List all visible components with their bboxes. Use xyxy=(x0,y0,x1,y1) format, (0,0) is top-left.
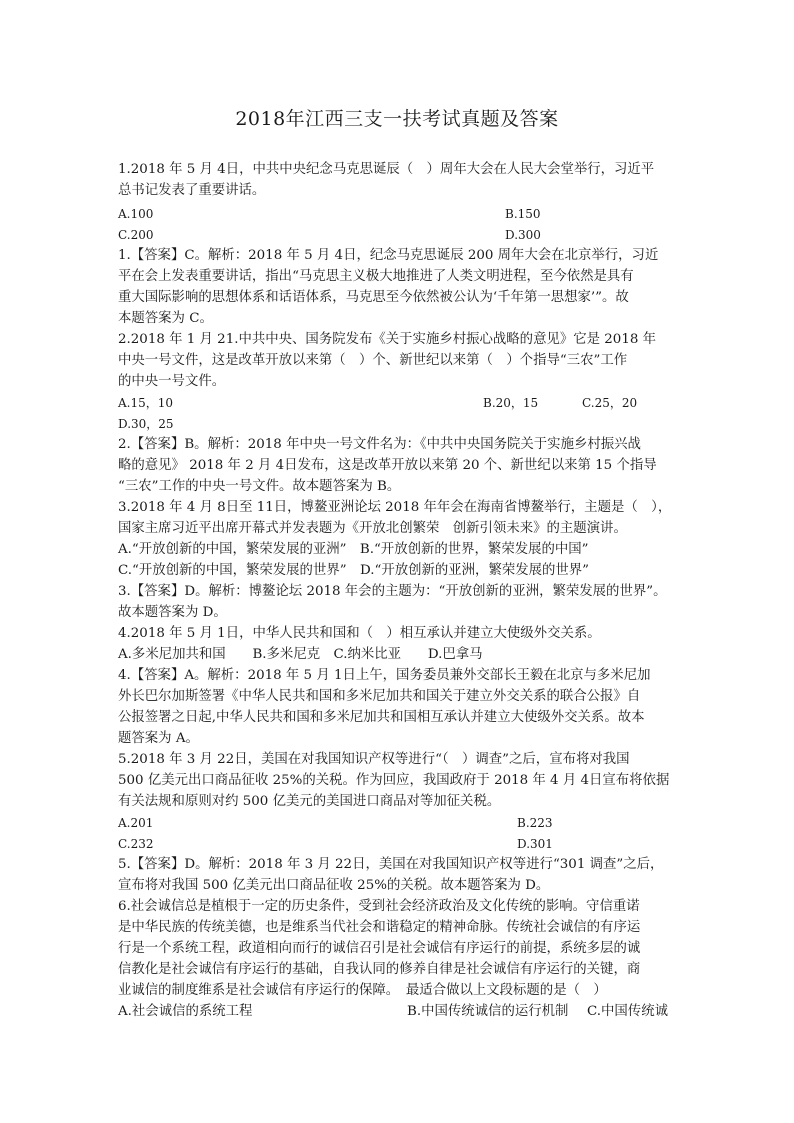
q5-option-c: C.232 xyxy=(118,837,154,851)
q6-stem-line: 6.社会诚信总是植根于一定的历史条件，受到社会经济政治及文化传统的影响。守信重诺 xyxy=(118,899,640,914)
q3-options-line: A.“开放创新的中国，繁荣发展的亚洲” B.“开放创新的世界，繁荣发展的中国” xyxy=(118,542,589,557)
q6-stem-line: 行是一个系统工程，政道相向而行的诚信召引是社会诚信有序运行的前提，系统多层的诚 xyxy=(118,941,641,956)
q1-option-c: C.200 xyxy=(118,228,154,242)
q1-option-b: B.150 xyxy=(505,207,541,221)
q2-option-d: D.30，25 xyxy=(118,417,174,431)
q5-answer-line: 5.【答案】D。解析：2018 年 3 月 22日，美国在对我国知识产权等进行“301 调查”之后， xyxy=(118,857,664,872)
q6-stem-line: 业诚信的制度维系是社会诚信有序运行的保障。 最适合做以上文段标题的是（ ） xyxy=(118,983,607,998)
document-title: 2018年江西三支一扶考试真题及答案 xyxy=(235,108,559,130)
q5-stem-line: 有关法规和原则对约 500 亿美元的美国进口商品对等加征关税。 xyxy=(118,794,501,809)
q3-answer-line: 3.【答案】D。解析：博鳌论坛 2018 年会的主题为：“开放创新的亚洲，繁荣发展的世界”。 xyxy=(118,584,667,599)
q1-answer-line: 平在会上发表重要讲话，指出“马克思主义极大地推进了人类文明进程，至今依然是具有 xyxy=(118,269,634,284)
q6-option-b: B.中国传统诚信的运行机制 xyxy=(407,1004,569,1019)
q2-option-b: B.20，15 xyxy=(483,396,539,410)
q1-option-a: A.100 xyxy=(118,207,154,221)
q4-answer-line: 4.【答案】A。解析：2018 年 5 月 1日上午，国务委员兼外交部长王毅在北京与多米尼加 xyxy=(118,668,651,683)
q5-option-b: B.223 xyxy=(517,816,553,830)
q4-answer-line: 外长巴尔加斯签署《中华人民共和国和多米尼加共和国关于建立外交关系的联合公报》自 xyxy=(118,689,641,704)
q2-option-c: C.25，20 xyxy=(582,396,638,410)
q5-answer-line: 宣布将对我国 500 亿美元出口商品征收 25%的关税。故本题答案为 D。 xyxy=(118,878,550,893)
q2-stem-line: 2.2018 年 1 月 21.中共中央、国务院发布《关于实施乡村振心战略的意见》它是 2018 年 xyxy=(118,332,657,347)
q4-answer-line: 题答案为 A。 xyxy=(118,731,199,746)
q2-answer-line: 略的意见》 2018 年 2 月 4日发布，这是改革开放以来第 20 个、新世纪以来第 15 个指导 xyxy=(118,458,657,473)
q1-stem-line: 1.2018 年 5 月 4日，中共中央纪念马克思诞辰（ ）周年大会在人民大会堂举行，习近平 xyxy=(118,162,655,177)
q2-stem-line: 的中央一号文件。 xyxy=(118,374,226,389)
q5-option-d: D.301 xyxy=(517,837,553,851)
q1-answer-line: 重大国际影响的思想体系和话语体系，马克思至今依然被公认为‘千年第一思想家’”。故 xyxy=(118,290,629,305)
q2-answer-line: 2.【答案】B。解析：2018 年中央一号文件名为：《中共中央国务院关于实施乡村振兴战 xyxy=(118,437,641,452)
q6-option-a: A.社会诚信的系统工程 xyxy=(118,1004,253,1019)
q4-stem-line: 4.2018 年 5 月 1日，中华人民共和国和（ ）相互承认并建立大使级外交关系。 xyxy=(118,626,601,641)
q4-answer-line: 公报签署之日起,中华人民共和国和多米尼加共和国相互承认并建立大使级外交关系。故本 xyxy=(118,710,645,725)
q1-answer-line: 本题答案为 C。 xyxy=(118,311,213,326)
q2-answer-line: “三农”工作的中央一号文件。故本题答案为 B。 xyxy=(118,479,401,494)
q3-options-line: C.“开放创新的中国，繁荣发展的世界” D.“开放创新的亚洲，繁荣发展的世界” xyxy=(118,563,590,578)
q5-option-a: A.201 xyxy=(118,816,154,830)
q2-option-a: A.15，10 xyxy=(118,396,174,410)
q4-options-line: A.多米尼加共和国 B.多米尼克 C.纳米比亚 D.巴拿马 xyxy=(118,647,483,662)
q3-answer-line: 故本题答案为 D。 xyxy=(118,605,227,620)
q6-stem-line: 信教化是社会诚信有序运行的基础，自我认同的修养自律是社会诚信有序运行的关键，商 xyxy=(118,962,641,977)
q1-stem-line: 总书记发表了重要讲话。 xyxy=(118,183,266,198)
q3-stem-line: 3.2018 年 4 月 8日至 11日，博鳌亚洲论坛 2018 年年会在海南省博鳌举行，主题是（ ）， xyxy=(118,500,672,515)
q5-stem-line: 500 亿美元出口商品征收 25%的关税。作为回应，我国政府于 2018 年 4 月 4日宣布将依据 xyxy=(118,773,670,788)
q3-stem-line: 国家主席习近平出席开幕式并发表题为《开放北创繁荣 创新引领未来》的主题演讲。 xyxy=(118,521,627,536)
q1-option-d: D.300 xyxy=(505,228,541,242)
q1-answer-line: 1.【答案】C。解析：2018 年 5 月 4日，纪念马克思诞辰 200 周年大会在北京举行，习近 xyxy=(118,248,659,263)
q6-stem-line: 是中华民族的传统美德，也是维系当代社会和谐稳定的精神命脉。传统社会诚信的有序运 xyxy=(118,920,641,935)
q6-option-c: C.中国传统诚 xyxy=(587,1004,668,1019)
q5-stem-line: 5.2018 年 3 月 22日，美国在对我国知识产权等进行“（ ）调查”之后，宣布将对我国 xyxy=(118,752,630,767)
q2-stem-line: 中央一号文件，这是改革开放以来第（ ）个、新世纪以来第（ ）个指导“三农”工作 xyxy=(118,353,628,368)
